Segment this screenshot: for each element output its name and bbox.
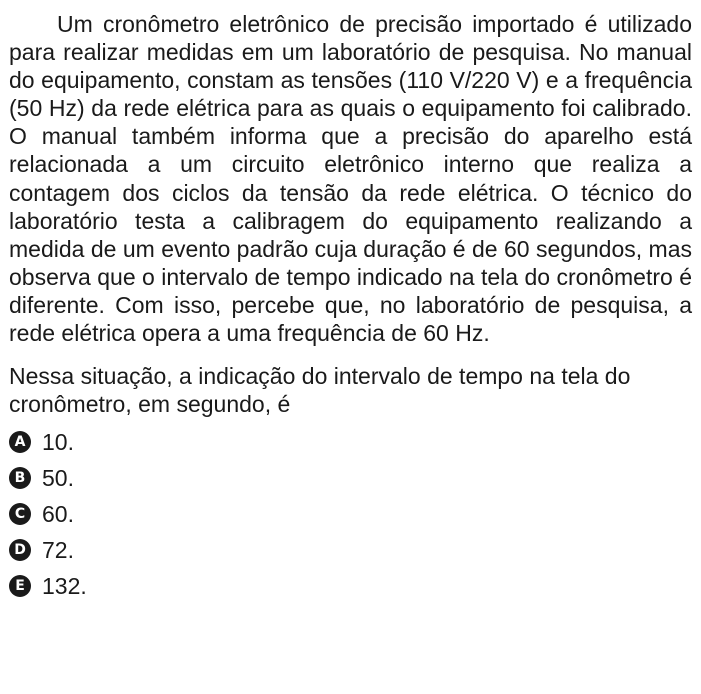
option-text: 72.	[42, 536, 74, 563]
option-c[interactable]	[9, 496, 692, 532]
option-text: 132.	[42, 572, 87, 599]
question-block	[9, 10, 692, 604]
option-d[interactable]	[9, 532, 692, 568]
option-text: 50.	[42, 464, 74, 491]
option-text: 60.	[42, 500, 74, 527]
question-prompt: Nessa situação, a indicação do intervalo de tempo na tela do cronômetro, em segundo, é	[9, 363, 631, 418]
answer-options	[9, 424, 692, 604]
option-letter-badge: E	[9, 575, 31, 597]
option-letter-badge: B	[9, 467, 31, 489]
option-b[interactable]	[9, 460, 692, 496]
option-a[interactable]	[9, 424, 692, 460]
question-stem: Um cronômetro eletrônico de precisão importado é utilizado para realizar medidas em um laboratório de pesquisa. No manual do equipamento, constam as tensões (110 V/220 V) e a frequência (50 Hz) da rede elétrica para as quais o equipamento foi calibrado. O manual também informa que a precisão do aparelho está relacionada a um circuito eletrônico interno que realiza a contagem dos ciclos da tensão da rede elétrica. O técnico do laboratório testa a calibragem do equipamento realizando a medida de um evento padrão cuja duração é de 60 segundos, mas observa que o intervalo de tempo indicado na tela do cronômetro é diferente. Com isso, percebe que, no laboratório de pesquisa, a rede elétrica opera a uma frequência de 60 Hz.	[9, 11, 692, 347]
option-letter-badge: A	[9, 431, 31, 453]
option-letter-badge: C	[9, 503, 31, 525]
option-text: 10.	[42, 428, 74, 455]
option-e[interactable]	[9, 568, 692, 604]
option-letter-badge: D	[9, 539, 31, 561]
